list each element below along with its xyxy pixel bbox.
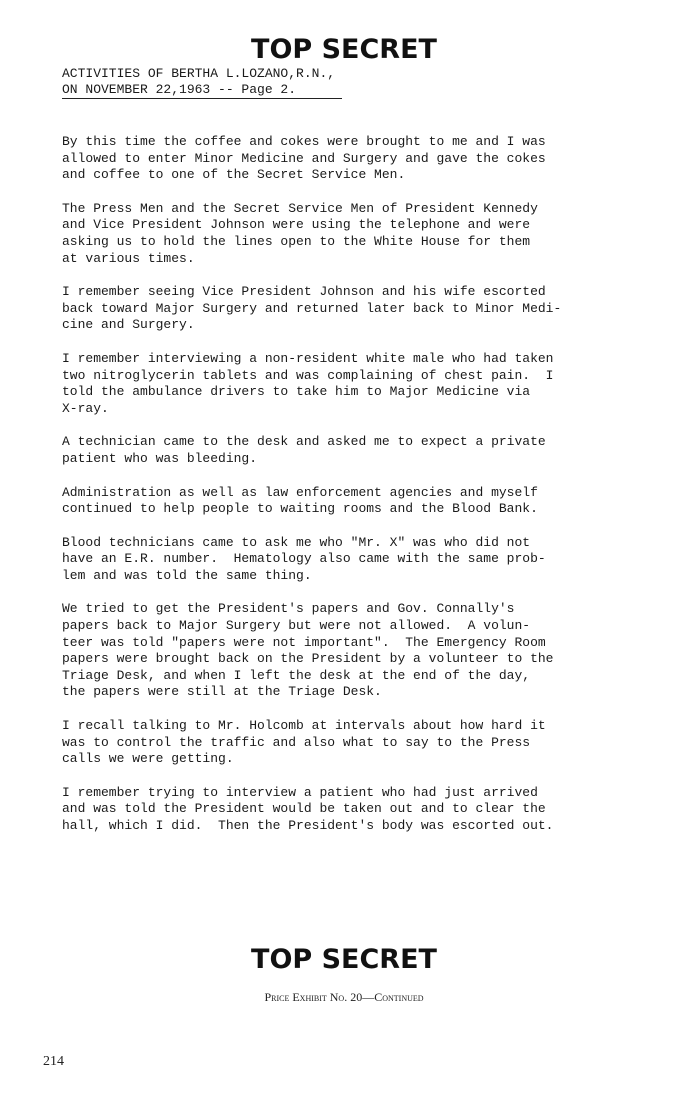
- paragraph-line: was to control the traffic and also what to say to the Press: [62, 734, 531, 750]
- paragraph: [62, 134, 637, 184]
- paragraph: [62, 351, 637, 417]
- exhibit-caption: Price Exhibit No. 20—Continued: [264, 990, 424, 1004]
- paragraph-line: asking us to hold the lines open to the White House for them: [62, 233, 531, 249]
- paragraph-line: lem and was told the same thing.: [62, 567, 312, 583]
- top-secret-stamp-top: TOP SECRET: [251, 34, 437, 65]
- paragraph: [62, 601, 637, 701]
- paragraph: [62, 535, 637, 585]
- paragraph-line: Triage Desk, and when I left the desk at the end of the day,: [62, 667, 531, 683]
- paragraph: [62, 785, 637, 835]
- paragraph-line: I recall talking to Mr. Holcomb at intervals about how hard it: [62, 718, 546, 734]
- paragraph: [62, 201, 637, 267]
- paragraph-line: The Press Men and the Secret Service Men of President Kennedy: [62, 200, 538, 216]
- paragraph-line: cine and Surgery.: [62, 317, 195, 333]
- paragraph-line: at various times.: [62, 250, 195, 266]
- paragraph: [62, 718, 637, 768]
- paragraph-line: back toward Major Surgery and returned later back to Minor Medi-: [62, 300, 562, 316]
- paragraph-line: A technician came to the desk and asked me to expect a private: [62, 434, 546, 450]
- top-secret-stamp-bottom: TOP SECRET: [251, 944, 437, 975]
- paragraph-line: allowed to enter Minor Medicine and Surgery and gave the cokes: [62, 150, 546, 166]
- paragraph-line: papers back to Major Surgery but were not allowed. A volun-: [62, 618, 531, 634]
- paragraph-line: teer was told "papers were not important". The Emergency Room: [62, 634, 546, 650]
- document-body: [62, 134, 637, 852]
- paragraph-line: hall, which I did. Then the President's body was escorted out.: [62, 818, 554, 833]
- paragraph-line: and was told the President would be taken out and to clear the: [62, 801, 546, 817]
- paragraph-line: Administration as well as law enforcement agencies and myself: [62, 484, 538, 500]
- paragraph-line: have an E.R. number. Hematology also came with the same prob-: [62, 551, 546, 567]
- paragraph-line: X-ray.: [62, 400, 109, 416]
- paragraph-line: By this time the coffee and cokes were brought to me and I was: [62, 134, 546, 149]
- paragraph-line: patient who was bleeding.: [62, 450, 258, 466]
- paragraph-line: We tried to get the President's papers and Gov. Connally's: [62, 601, 515, 617]
- paragraph-line: I remember trying to interview a patient who had just arrived: [62, 784, 538, 800]
- paragraph-line: the papers were still at the Triage Desk.: [62, 684, 382, 700]
- paragraph-line: and coffee to one of the Secret Service Men.: [62, 167, 406, 183]
- paragraph-line: calls we were getting.: [62, 751, 234, 767]
- header-date-page-line: ON NOVEMBER 22,1963 -- Page 2.: [62, 82, 342, 99]
- paragraph-line: and Vice President Johnson were using the telephone and were: [62, 217, 531, 233]
- paragraph: [62, 434, 637, 467]
- header-title-line: ACTIVITIES OF BERTHA L.LOZANO,R.N.,: [62, 66, 336, 81]
- paragraph-line: I remember seeing Vice President Johnson and his wife escorted: [62, 284, 546, 300]
- paragraph-line: continued to help people to waiting rooms and the Blood Bank.: [62, 501, 538, 517]
- paragraph: [62, 284, 637, 334]
- paragraph-line: two nitroglycerin tablets and was complaining of chest pain. I: [62, 367, 554, 383]
- page-number: 214: [43, 1054, 64, 1069]
- paragraph: [62, 485, 637, 518]
- paragraph-line: Blood technicians came to ask me who "Mr. X" was who did not: [62, 534, 531, 550]
- paragraph-line: told the ambulance drivers to take him to Major Medicine via: [62, 384, 531, 400]
- paragraph-line: I remember interviewing a non-resident white male who had taken: [62, 350, 554, 366]
- document-header: [62, 66, 342, 99]
- paragraph-line: papers were brought back on the President by a volunteer to the: [62, 651, 554, 667]
